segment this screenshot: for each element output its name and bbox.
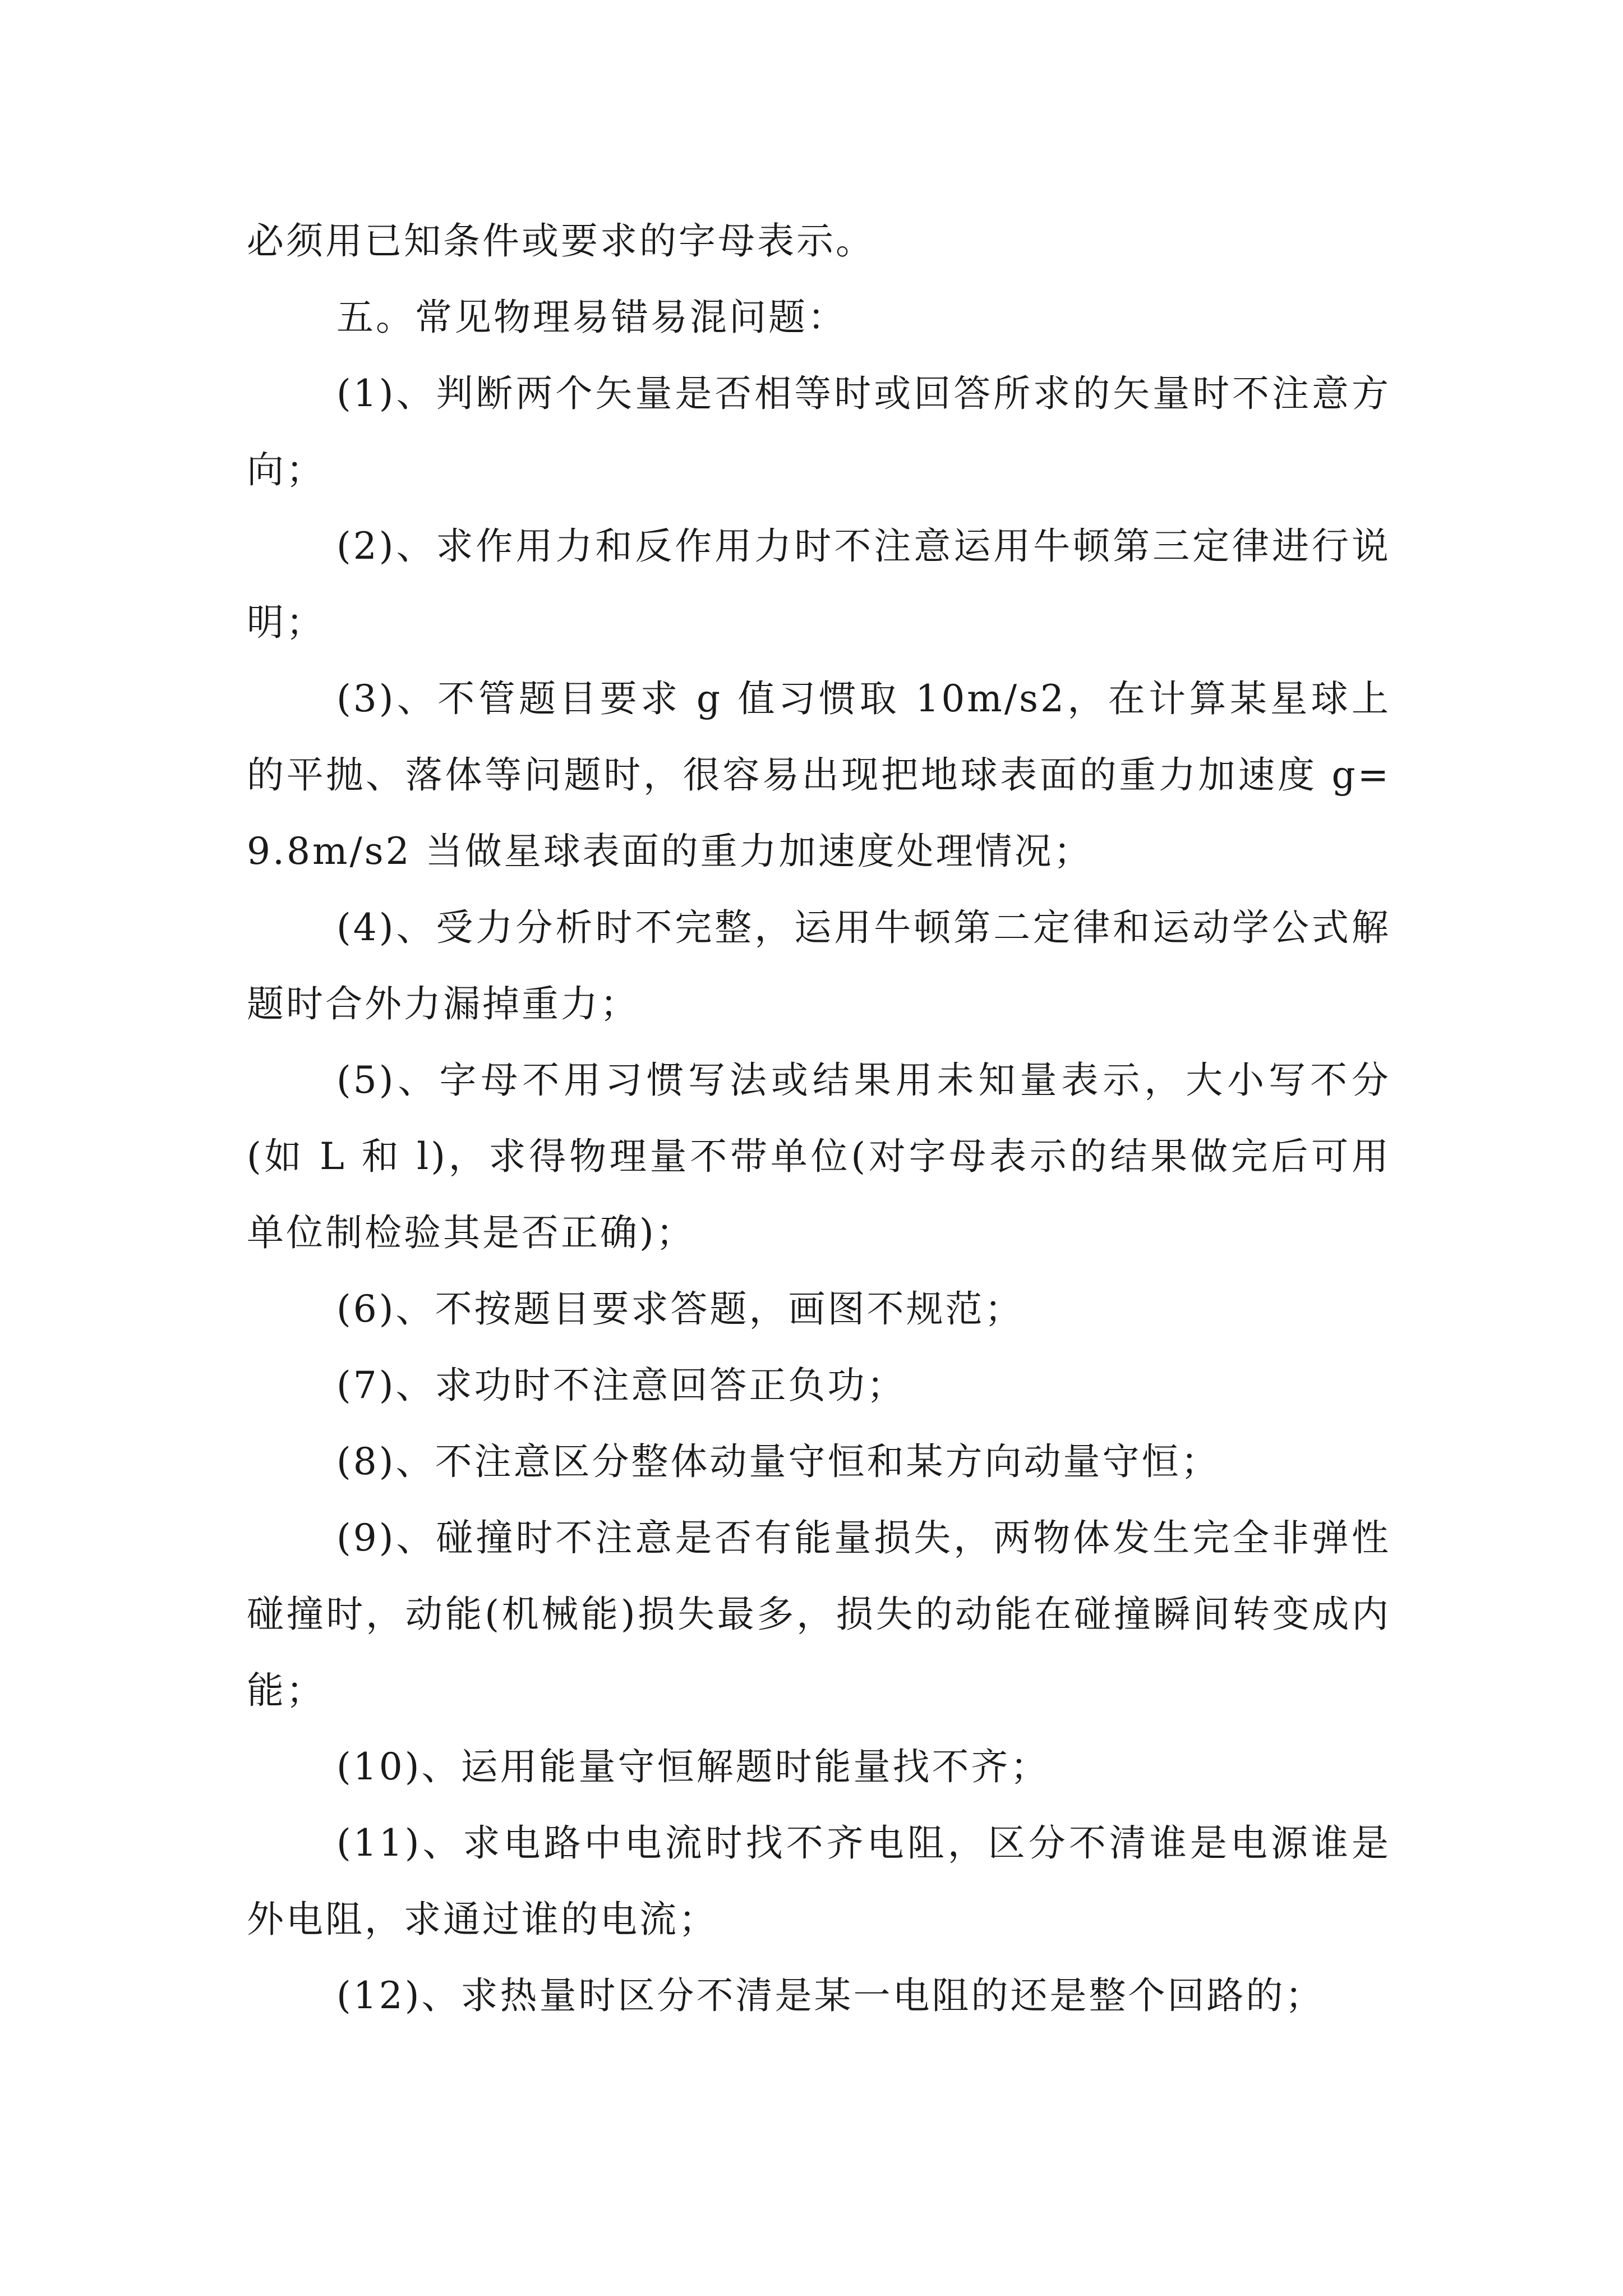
list-item-10: (10)、运用能量守恒解题时能量找不齐； [336,1745,1050,1788]
document-body [247,203,1391,2034]
paragraph-continuation: 必须用已知条件或要求的字母表示。 [247,219,875,263]
section-heading: 五。常见物理易错易混问题： [336,296,847,339]
list-item-5: (5)、字母不用习惯写法或结果用未知量表示，大小写不分(如 L 和 l)，求得物理量不带单位(对字母表示的结果做完后可用单位制检验其是否正确)； [247,1059,1391,1254]
list-item-11: (11)、求电路中电流时找不齐电阻，区分不清谁是电源谁是外电阻，求通过谁的电流； [247,1821,1391,1941]
list-item-4: (4)、受力分析时不完整，运用牛顿第二定律和运动学公式解题时合外力漏掉重力； [247,906,1391,1025]
list-item-7: (7)、求功时不注意回答正负功； [336,1364,906,1407]
list-item-9: (9)、碰撞时不注意是否有能量损失，两物体发生完全非弹性碰撞时，动能(机械能)损失最多，损失的动能在碰撞瞬间转变成内能； [247,1516,1391,1712]
list-item-3: (3)、不管题目要求 g 值习惯取 10m/s2，在计算某星球上的平抛、落体等问题时，很容易出现把地球表面的重力加速度 g=9.8m/s2 当做星球表面的重力加速度处理情况； [247,677,1391,873]
list-item-2: (2)、求作用力和反作用力时不注意运用牛顿第三定律进行说明； [247,524,1391,644]
list-item-6: (6)、不按题目要求答题，画图不规范； [336,1287,1024,1331]
list-item-12: (12)、求热量时区分不清是某一电阻的还是整个回路的； [336,1974,1325,2017]
list-item-8: (8)、不注意区分整体动量守恒和某方向动量守恒； [336,1440,1220,1483]
list-item-1: (1)、判断两个矢量是否相等时或回答所求的矢量时不注意方向； [247,372,1391,491]
